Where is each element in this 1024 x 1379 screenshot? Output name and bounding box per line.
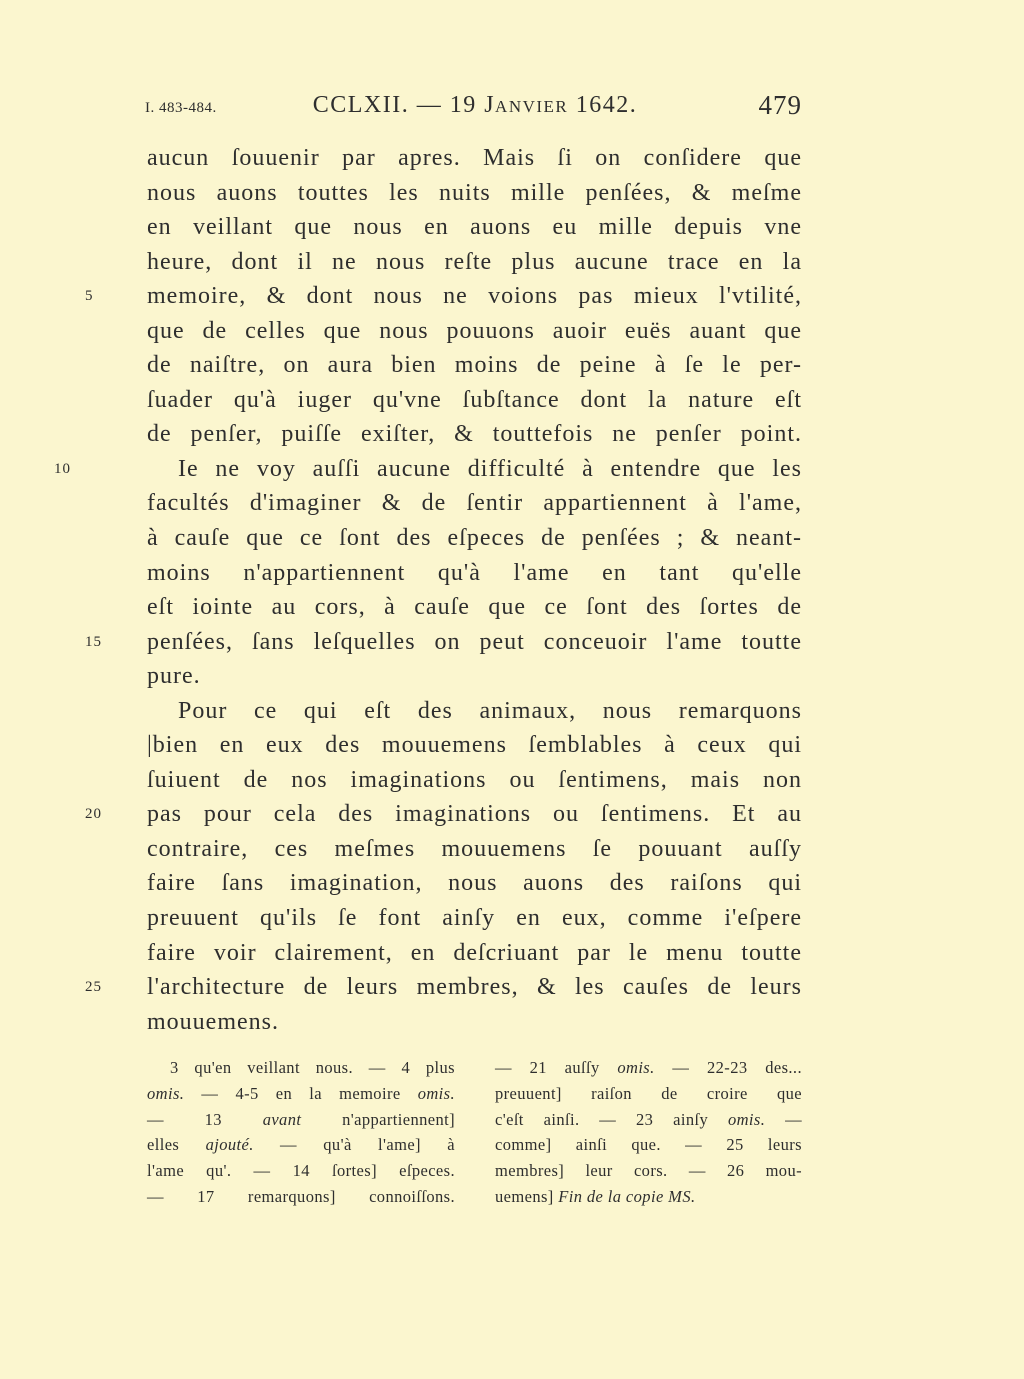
footnote-italic-text: omis. <box>417 1083 455 1103</box>
footnote-line <box>147 1107 455 1133</box>
footnote-line <box>495 1055 802 1081</box>
text-line <box>147 141 802 176</box>
footnote-line <box>147 1132 455 1158</box>
footnote-line <box>147 1184 455 1210</box>
text-line <box>85 625 802 660</box>
text-line-content: ſuader qu'à iuger qu'vne ſubſtance dont la nature eſt <box>147 386 802 413</box>
text-line-content: de naiſtre, on aura bien moins de peine à ſe le per- <box>147 352 802 379</box>
footnote-text: 3 qu'en veillant nous. — 4 plus <box>170 1058 455 1077</box>
text-line-content: de penſer, puiſſe exiſter, & touttefois ne penſer point. <box>147 421 802 448</box>
text-line <box>147 728 802 763</box>
footnote-italic-text: ajouté. <box>205 1135 254 1155</box>
text-line <box>147 383 802 418</box>
text-line <box>85 797 802 832</box>
footnote-italic-text: Fin de la copie MS. <box>558 1186 696 1206</box>
text-line-content: en veillant que nous en auons eu mille depuis vne <box>147 214 802 241</box>
text-line <box>147 245 802 280</box>
text-line-content: l'architecture de leurs membres, & les cauſes de leurs <box>147 974 802 1001</box>
text-line-content: facultés d'imaginer & de ſentir appartiennent à l'ame, <box>147 490 802 517</box>
text-line <box>147 659 802 694</box>
footnote-text: — <box>765 1109 802 1129</box>
letter-heading: CCLXII. — 19 Janvier 1642. <box>312 92 638 118</box>
line-number: 25 <box>85 979 102 996</box>
footnote-line <box>147 1081 455 1107</box>
footnote-italic-text: omis. <box>147 1083 185 1103</box>
line-number: 20 <box>85 806 102 823</box>
footnote-text: — 13 <box>147 1109 263 1129</box>
text-line-content: |bien en eux des mouuemens ſemblables à ceux qui <box>147 732 802 759</box>
footnote-line <box>495 1158 802 1184</box>
text-line <box>147 210 802 245</box>
text-line <box>147 1005 802 1040</box>
text-line-content: Ie ne voy auſſi aucune difficulté à entendre que les <box>178 455 802 482</box>
text-line-content: pas pour cela des imaginations ou ſentimens. Et au <box>147 801 802 828</box>
text-line-content: aucun ſouuenir par apres. Mais ſi on conſidere que <box>147 145 802 171</box>
volume-reference: I. 483-484. <box>145 100 217 116</box>
footnote-text: — qu'à l'ame] à <box>253 1135 455 1155</box>
footnote-text: membres] leur cors. — 26 mou- <box>495 1161 802 1181</box>
footnote-line <box>495 1107 802 1133</box>
text-line-content: contraire, ces meſmes mouuemens ſe pouuant auſſy <box>147 835 802 862</box>
text-line <box>147 763 802 798</box>
footnote-text: — 4-5 en la memoire <box>184 1083 418 1103</box>
text-line-content: que de celles que nous pouuons auoir euës auant que <box>147 317 802 344</box>
text-line-content: heure, dont il ne nous reſte plus aucune trace en la <box>147 248 802 275</box>
text-line <box>147 348 802 383</box>
text-line-content: faire ſans imagination, nous auons des raiſons qui <box>147 870 802 897</box>
text-line <box>85 970 802 1005</box>
text-line-content: pure. <box>147 663 201 690</box>
footnote-text: c'eſt ainſi. — 23 ainſy <box>495 1109 728 1129</box>
text-line <box>54 452 802 487</box>
text-line <box>147 694 802 729</box>
text-line-content: ſuiuent de nos imaginations ou ſentimens, mais non <box>147 766 802 793</box>
text-line-content: penſées, ſans leſquelles on peut conceuoir l'ame toutte <box>147 628 802 655</box>
text-line-content: eſt iointe au cors, à cauſe que ce ſont des ſortes de <box>147 594 802 621</box>
text-line <box>147 866 802 901</box>
text-line <box>147 486 802 521</box>
text-line <box>147 590 802 625</box>
text-line-content: faire voir clairement, en deſcriuant par le menu toutte <box>147 939 802 966</box>
text-line-content: Pour ce qui eſt des animaux, nous remarquons <box>178 697 802 724</box>
page-number: 479 <box>758 90 802 120</box>
footnote-italic-text: omis. <box>727 1109 766 1129</box>
line-number: 10 <box>54 460 71 477</box>
footnote-text: — 22-23 des... <box>654 1058 802 1077</box>
line-number: 15 <box>85 633 102 650</box>
footnote-text: elles <box>147 1135 206 1155</box>
text-line-content: memoire, & dont nous ne voions pas mieux l'vtilité, <box>147 283 802 310</box>
footnote-line <box>147 1158 455 1184</box>
footnotes-right-column <box>495 1055 802 1210</box>
text-line-content: à cauſe que ce ſont des eſpeces de penſées ; & neant- <box>147 525 802 552</box>
text-line-content: nous auons touttes les nuits mille penſées, & meſme <box>147 179 802 206</box>
footnote-italic-text: avant <box>262 1109 302 1129</box>
footnote-text: comme] ainſi que. — 25 leurs <box>495 1135 802 1155</box>
text-line-content: moins n'appartiennent qu'à l'ame en tant qu'elle <box>147 559 802 586</box>
footnotes-left-column <box>147 1055 455 1210</box>
footnote-line <box>147 1055 455 1081</box>
body-text <box>54 141 802 1039</box>
footnote-italic-text: omis. <box>617 1058 655 1077</box>
text-line <box>85 279 802 314</box>
text-line <box>147 521 802 556</box>
footnote-line <box>495 1081 802 1107</box>
text-line <box>147 832 802 867</box>
text-line-content: mouuemens. <box>147 1008 279 1035</box>
text-line <box>147 314 802 349</box>
footnote-text: — 17 remarquons] connoiſſons. <box>147 1186 455 1206</box>
text-line <box>147 556 802 591</box>
footnote-text: — 21 auſſy <box>495 1058 618 1077</box>
text-line <box>147 417 802 452</box>
footnote-text: l'ame qu'. — 14 ſortes] eſpeces. <box>147 1161 455 1181</box>
footnote-text: uemens] <box>495 1186 559 1206</box>
text-line <box>147 936 802 971</box>
text-line <box>147 176 802 211</box>
line-number: 5 <box>85 288 94 305</box>
footnote-line <box>495 1132 802 1158</box>
text-line <box>147 901 802 936</box>
text-line-content: preuuent qu'ils ſe font ainſy en eux, comme i'eſpere <box>147 905 802 932</box>
footnote-text: n'appartiennent] <box>301 1109 456 1129</box>
footnote-text: preuuent] raiſon de croire que <box>495 1083 802 1103</box>
footnote-line <box>495 1184 802 1210</box>
